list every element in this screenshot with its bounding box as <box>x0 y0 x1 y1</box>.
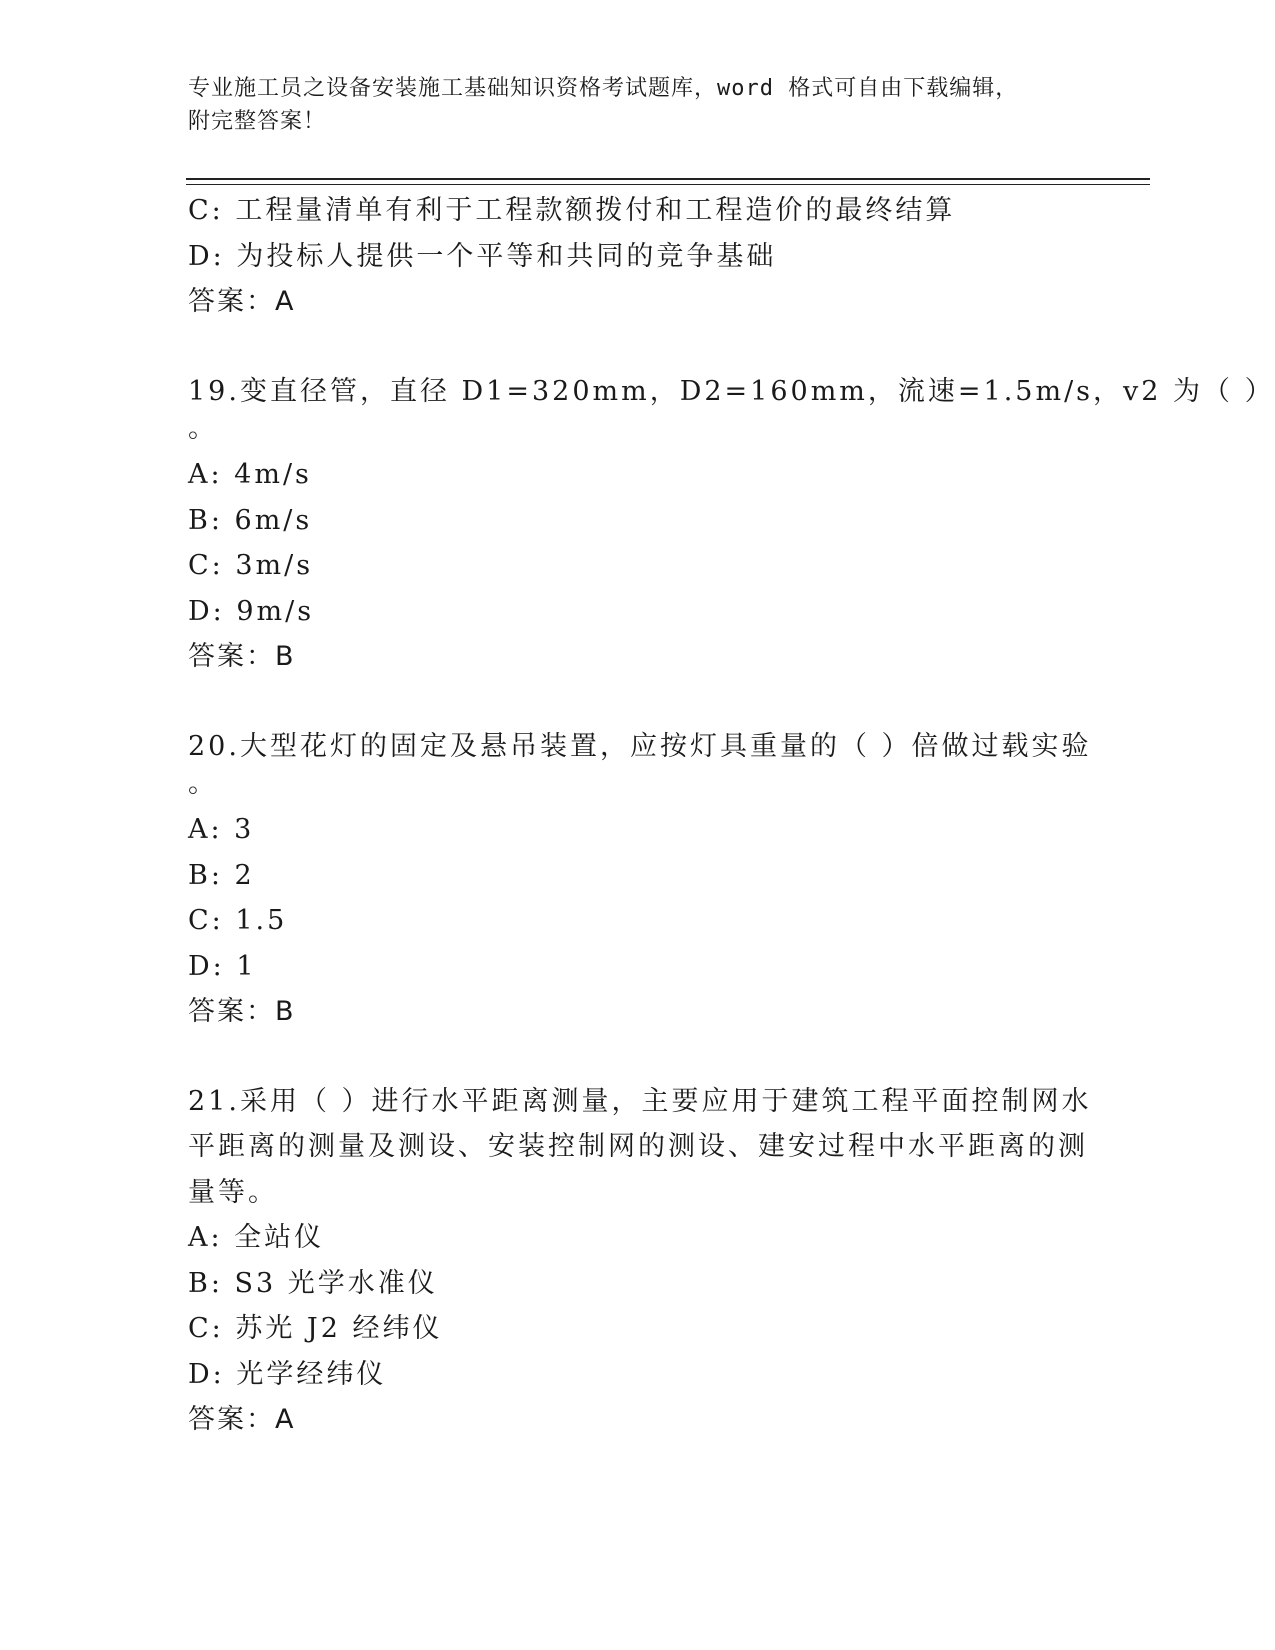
q21-option-a: A: 全站仪 <box>188 1222 325 1253</box>
header-line-1: 专业施工员之设备安装施工基础知识资格考试题库，word 格式可自由下载编辑， <box>188 76 1019 101</box>
q21-option-c: C: 苏光 J2 经纬仪 <box>188 1313 443 1344</box>
q21-option-d: D: 光学经纬仪 <box>188 1358 387 1390</box>
q20-option-c: C: 1.5 <box>188 905 288 936</box>
q21-stem-line-2: 平距离的测量及测设、安装控制网的测设、建安过程中水平距离的测 <box>188 1131 1088 1162</box>
q20-stem: 20.大型花灯的固定及悬吊装置，应按灯具重量的（ ）倍做过载实验 <box>188 730 1092 762</box>
q21-stem-line-3: 量等。 <box>188 1176 278 1208</box>
q19-option-b: B: 6m/s <box>188 504 313 536</box>
q20-option-d: D: 1 <box>188 950 257 982</box>
q20-option-a: A: 3 <box>188 814 255 845</box>
q19-option-c: C: 3m/s <box>188 550 314 581</box>
question-content <box>188 188 1275 1443</box>
document-header <box>188 72 1068 138</box>
q18-answer: 答案：A <box>188 286 296 317</box>
header-divider-thick <box>186 178 1150 180</box>
header-line-2: 附完整答案！ <box>188 109 327 134</box>
q21-stem-line-1: 21.采用（ ）进行水平距离测量，主要应用于建筑工程平面控制网水 <box>188 1085 1092 1117</box>
q21-option-b: B: S3 光学水准仪 <box>188 1267 438 1299</box>
q18-option-c: C: 工程量清单有利于工程款额拨付和工程造价的最终结算 <box>188 195 956 226</box>
q19-stem: 19.变直径管，直径 D1=320mm，D2=160mm，流速=1.5m/s，v2 为（ ） <box>188 375 1275 407</box>
header-divider-thin <box>186 184 1150 185</box>
q20-option-b: B: 2 <box>188 859 255 891</box>
q19-option-a: A: 4m/s <box>188 459 312 490</box>
q20-answer: 答案：B <box>188 996 296 1027</box>
q20-stem-end: 。 <box>188 768 218 799</box>
q19-answer: 答案：B <box>188 641 296 672</box>
q19-stem-end: 。 <box>188 413 218 444</box>
q19-option-d: D: 9m/s <box>188 595 315 627</box>
q18-option-d: D: 为投标人提供一个平等和共同的竞争基础 <box>188 240 777 272</box>
q21-answer: 答案：A <box>188 1404 296 1435</box>
